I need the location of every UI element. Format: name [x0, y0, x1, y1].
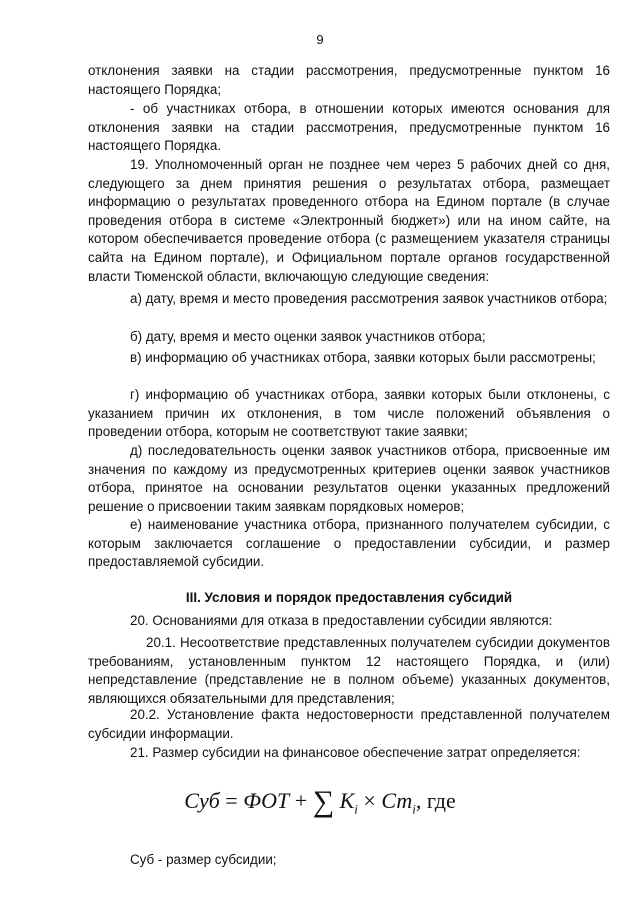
paragraph-20-1: 20.1. Несоответствие представленных получателем субсидии документов требованиям, установленным пунктом 12 настоящего Порядка, и (или) непредставление (представление не в полном объеме) указанных документов, являющихся обязательными для представления; — [88, 635, 610, 706]
formula-fot: ФОТ — [243, 788, 290, 813]
formula-ct: Ст — [381, 788, 413, 813]
list-item-g: г) информацию об участниках отбора, заявки которых были отклонены, с указанием причин их отклонения, в том числе положений объявления о проведении отбора, которым не соответствуют такие заявки; — [88, 387, 610, 440]
list-item-b: б) дату, время и место оценки заявок участников отбора; — [130, 329, 486, 344]
paragraph-20: 20. Основаниями для отказа в предоставлении субсидии являются: — [130, 613, 553, 628]
formula-tail: , где — [415, 788, 456, 813]
formula-plus: + — [294, 788, 308, 813]
section-heading: III. Условия и порядок предоставления субсидий — [185, 590, 513, 605]
subsidy-formula — [0, 786, 640, 824]
list-item-a: а) дату, время и место проведения рассмотрения заявок участников отбора; — [130, 291, 608, 306]
definition-sub: Суб - размер субсидии; — [130, 852, 277, 867]
formula-lhs: Суб — [184, 788, 220, 813]
page-number: 9 — [316, 32, 324, 47]
formula-ct-sub: i — [412, 801, 416, 817]
formula-times: × — [363, 788, 376, 813]
formula-k-sub: i — [354, 801, 358, 817]
list-item-e: е) наименование участника отбора, признанного получателем субсидии, с которым заключается соглашение о предоставлении субсидии, и размер предоставляемой субсидии. — [88, 517, 610, 570]
paragraph-21: 21. Размер субсидии на финансовое обеспечение затрат определяется: — [130, 745, 581, 760]
formula-sigma: ∑ — [312, 785, 335, 818]
paragraph-20-2: 20.2. Установление факта недостоверности представленной получателем субсидии информации. — [88, 707, 610, 741]
formula-equals: = — [225, 788, 238, 813]
list-item-v: в) информацию об участниках отбора, заявки которых были рассмотрены; — [130, 350, 596, 365]
paragraph-19: 19. Уполномоченный орган не позднее чем через 5 рабочих дней со дня, следующего за днем принятия решения о результатах отбора, размещает информацию о результатах проведенного отбора на Едином портале (в случае проведения отбора в системе «Электронный бюджет») или на ином сайте, на котором обеспечивается проведение отбора (с размещением указателя страницы сайта на Едином портале), и Официальном портале органов государственной власти Тюменской области, включающую следующие сведения: — [88, 157, 610, 284]
paragraph-dash-item: - об участниках отбора, в отношении которых имеются основания для отклонения заявки на стадии рассмотрения, предусмотренные пунктом 16 настоящего Порядка. — [88, 101, 610, 154]
list-item-d: д) последовательность оценки заявок участников отбора, присвоенные им значения по каждому из предусмотренных критериев оценки заявок участников отбора, принятое на основании результатов оценки указанных предложений решение о присвоении таким заявкам порядковых номеров; — [88, 443, 610, 514]
formula-k: K — [339, 788, 355, 813]
paragraph-continuation: отклонения заявки на стадии рассмотрения, предусмотренные пунктом 16 настоящего Порядка; — [88, 63, 610, 97]
